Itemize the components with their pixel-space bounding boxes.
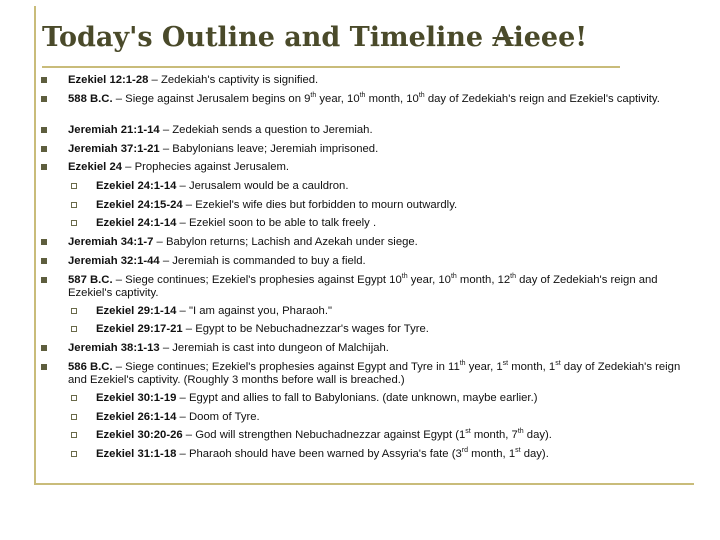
- bullet-icon: [41, 164, 47, 170]
- bullet-icon: [41, 96, 47, 102]
- bullet-icon: [41, 345, 47, 351]
- square-bullet-icon: [71, 202, 77, 208]
- square-bullet-icon: [71, 308, 77, 314]
- bullet-icon: [41, 146, 47, 152]
- bullet-icon: [41, 277, 47, 283]
- square-bullet-icon: [71, 432, 77, 438]
- square-bullet-icon: [71, 183, 77, 189]
- bullet-icon: [41, 77, 47, 83]
- bullet-icon: [41, 239, 47, 245]
- title-strike-letter: A: [492, 22, 514, 53]
- bullet-icon: [41, 127, 47, 133]
- square-bullet-icon: [71, 414, 77, 420]
- square-bullet-icon: [71, 451, 77, 457]
- bullet-icon: [41, 364, 47, 370]
- left-accent-line: [34, 6, 36, 484]
- title-underline: [42, 66, 620, 68]
- square-bullet-icon: [71, 326, 77, 332]
- bullet-icon: [41, 258, 47, 264]
- page-title: Today's Outline and Timeline Aieee!: [42, 22, 588, 53]
- square-bullet-icon: [71, 395, 77, 401]
- bottom-accent-line: [34, 483, 694, 485]
- square-bullet-icon: [71, 220, 77, 226]
